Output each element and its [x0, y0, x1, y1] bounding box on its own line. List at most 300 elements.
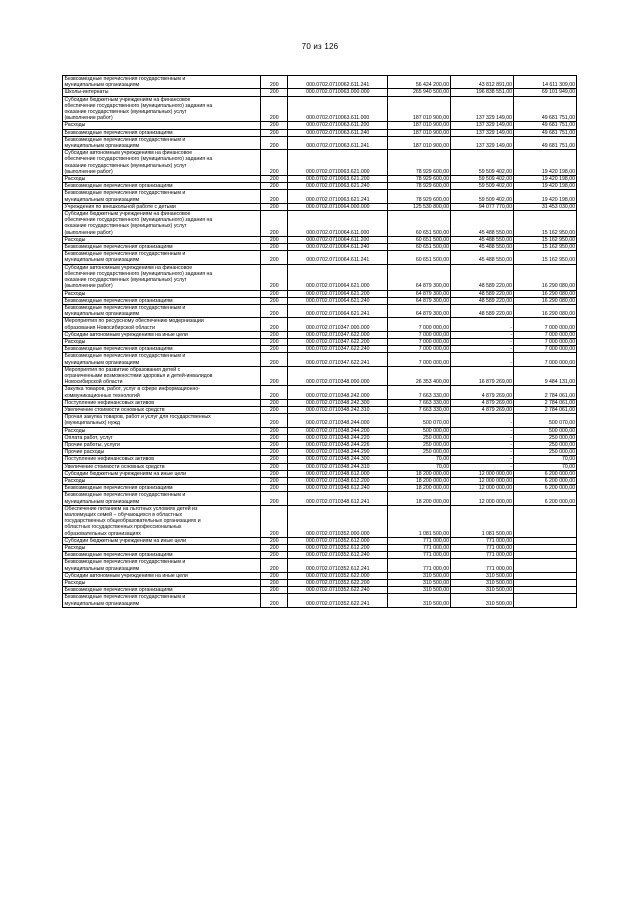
row-code-cell: 200 — [261, 399, 288, 406]
row-remaining-cell: 6 200 000,00 — [514, 470, 577, 477]
row-name-cell: Безвозмездные перечисления государственным и муниципальным организациям — [63, 353, 261, 366]
row-remaining-cell — [514, 552, 577, 559]
row-executed-cell: 771 000,00 — [451, 559, 514, 572]
row-name-cell: Учреждения по внешкольной работе с детьми — [63, 203, 261, 210]
row-code-cell: 200 — [261, 331, 288, 338]
row-executed-cell: - — [451, 331, 514, 338]
row-approved-cell: 771 000,00 — [388, 559, 451, 572]
row-name-cell: Школы-интернаты — [63, 89, 261, 96]
row-approved-cell: 771 000,00 — [388, 537, 451, 544]
row-name-cell: Субсидии бюджетным учреждениям на финансовое обеспечение государственного (муниципального) задания на оказание государственных (муниципальных) услуг (выполнение работ) — [63, 211, 261, 237]
row-executed-cell: 45 488 550,00 — [451, 251, 514, 264]
row-classification-cell: 000.0702.0710064.611.200 — [288, 236, 388, 243]
row-code-cell: 200 — [261, 129, 288, 136]
table-row — [63, 587, 577, 594]
row-name-cell: Безвозмездные перечисления организациям — [63, 346, 261, 353]
row-executed-cell: 48 589 220,00 — [451, 264, 514, 290]
row-code-cell: 200 — [261, 537, 288, 544]
row-approved-cell: 64 879 300,00 — [388, 264, 451, 290]
row-name-cell: Мероприятия по развитию образования детей с ограниченными возможностями здоровья и детей-инвалидов Новосибирской области — [63, 366, 261, 386]
row-approved-cell: 78 929 600,00 — [388, 176, 451, 183]
row-approved-cell: 771 000,00 — [388, 545, 451, 552]
row-executed-cell: 771 000,00 — [451, 537, 514, 544]
row-approved-cell: 1 081 500,00 — [388, 505, 451, 537]
row-approved-cell: 78 929 600,00 — [388, 150, 451, 176]
row-approved-cell: 18 200 000,00 — [388, 492, 451, 505]
row-name-cell: Расходы — [63, 545, 261, 552]
row-name-cell: Оплата работ, услуг — [63, 434, 261, 441]
row-executed-cell: 310 500,00 — [451, 580, 514, 587]
table-row — [63, 594, 577, 607]
table-row — [63, 463, 577, 470]
row-remaining-cell: 19 420 198,00 — [514, 150, 577, 176]
table-row — [63, 331, 577, 338]
row-name-cell: Безвозмездные перечисления государственным и муниципальным организациям — [63, 304, 261, 317]
row-code-cell: 200 — [261, 353, 288, 366]
row-remaining-cell: 16 290 080,00 — [514, 290, 577, 297]
row-code-cell: 200 — [261, 76, 288, 89]
row-approved-cell: 78 929 600,00 — [388, 190, 451, 203]
row-classification-cell: 000.0702.0710063.000.000 — [288, 89, 388, 96]
row-name-cell: Субсидии автономным учреждениям на иные цели — [63, 331, 261, 338]
row-approved-cell: 78 929 600,00 — [388, 183, 451, 190]
table-row — [63, 559, 577, 572]
row-executed-cell: 45 488 550,00 — [451, 244, 514, 251]
row-executed-cell: 94 077 770,00 — [451, 203, 514, 210]
row-code-cell: 200 — [261, 150, 288, 176]
table-row — [63, 318, 577, 331]
row-code-cell: 200 — [261, 176, 288, 183]
row-executed-cell: - — [451, 449, 514, 456]
row-code-cell: 200 — [261, 463, 288, 470]
row-code-cell: 200 — [261, 427, 288, 434]
row-remaining-cell — [514, 572, 577, 579]
row-remaining-cell: 6 200 000,00 — [514, 485, 577, 492]
row-name-cell: Расходы — [63, 290, 261, 297]
row-approved-cell: 125 530 800,00 — [388, 203, 451, 210]
row-remaining-cell: 70,00 — [514, 463, 577, 470]
row-approved-cell: 500 000,00 — [388, 427, 451, 434]
row-code-cell: 200 — [261, 580, 288, 587]
row-remaining-cell: 7 000 000,00 — [514, 331, 577, 338]
row-classification-cell: 000.0702.0710347.622.000 — [288, 331, 388, 338]
row-approved-cell: 7 000 000,00 — [388, 331, 451, 338]
row-remaining-cell — [514, 587, 577, 594]
row-name-cell: Безвозмездные перечисления государственным и муниципальным организациям — [63, 190, 261, 203]
table-row — [63, 492, 577, 505]
row-code-cell: 200 — [261, 572, 288, 579]
row-name-cell: Безвозмездные перечисления организациям — [63, 552, 261, 559]
row-approved-cell: 7 000 000,00 — [388, 353, 451, 366]
row-name-cell: Безвозмездные перечисления организациям — [63, 244, 261, 251]
table-row — [63, 386, 577, 399]
row-approved-cell: 18 200 000,00 — [388, 470, 451, 477]
row-code-cell: 200 — [261, 304, 288, 317]
row-remaining-cell — [514, 580, 577, 587]
row-name-cell: Безвозмездные перечисления государственным и муниципальным организациям — [63, 251, 261, 264]
row-classification-cell: 000.0702.0710348.244.290 — [288, 449, 388, 456]
row-remaining-cell: 7 000 000,00 — [514, 353, 577, 366]
row-approved-cell: 60 651 500,00 — [388, 236, 451, 243]
row-remaining-cell: 250 000,00 — [514, 441, 577, 448]
row-classification-cell: 000.0702.0710348.612.000 — [288, 470, 388, 477]
row-classification-cell: 000.0702.0710063.621.000 — [288, 150, 388, 176]
table-row — [63, 353, 577, 366]
row-code-cell: 200 — [261, 244, 288, 251]
row-approved-cell: 7 000 000,00 — [388, 346, 451, 353]
row-executed-cell: - — [451, 346, 514, 353]
row-executed-cell: 4 879 269,00 — [451, 406, 514, 413]
row-name-cell: Расходы — [63, 236, 261, 243]
row-executed-cell: - — [451, 318, 514, 331]
row-remaining-cell: 15 162 950,00 — [514, 236, 577, 243]
row-classification-cell: 000.0702.0710063.621.200 — [288, 176, 388, 183]
row-name-cell: Безвозмездные перечисления государственным и муниципальным организациям — [63, 492, 261, 505]
row-approved-cell: 500 070,00 — [388, 414, 451, 427]
row-executed-cell: 59 509 402,00 — [451, 190, 514, 203]
row-code-cell: 200 — [261, 594, 288, 607]
row-code-cell: 200 — [261, 406, 288, 413]
row-classification-cell: 000.0702.0710352.612.000 — [288, 537, 388, 544]
row-remaining-cell: 19 420 198,00 — [514, 176, 577, 183]
row-name-cell: Прочая закупка товаров, работ и услуг для государственных (муниципальных) нужд — [63, 414, 261, 427]
row-executed-cell: 1 081 500,00 — [451, 505, 514, 537]
row-classification-cell: 000.0702.0710063.611.200 — [288, 122, 388, 129]
row-name-cell: Расходы — [63, 427, 261, 434]
table-row — [63, 122, 577, 129]
row-classification-cell: 000.0702.0710352.622.240 — [288, 587, 388, 594]
row-executed-cell: - — [451, 338, 514, 345]
row-remaining-cell: 500 000,00 — [514, 427, 577, 434]
row-classification-cell: 000.0702.0710063.611.000 — [288, 96, 388, 122]
row-code-cell: 200 — [261, 290, 288, 297]
row-approved-cell: 60 651 500,00 — [388, 244, 451, 251]
row-remaining-cell: 250 000,00 — [514, 449, 577, 456]
row-code-cell: 200 — [261, 136, 288, 149]
row-classification-cell: 000.0702.0710348.244.200 — [288, 427, 388, 434]
row-remaining-cell: 14 611 309,00 — [514, 76, 577, 89]
row-approved-cell: 7 663 330,00 — [388, 399, 451, 406]
row-code-cell: 200 — [261, 96, 288, 122]
row-approved-cell: 265 940 500,00 — [388, 89, 451, 96]
row-remaining-cell: 70,00 — [514, 456, 577, 463]
table-row — [63, 304, 577, 317]
row-code-cell: 200 — [261, 559, 288, 572]
row-executed-cell: - — [451, 463, 514, 470]
row-remaining-cell: 49 681 751,00 — [514, 129, 577, 136]
table-row — [63, 129, 577, 136]
row-classification-cell: 000.0702.0710347.622.200 — [288, 338, 388, 345]
row-approved-cell: 250 000,00 — [388, 434, 451, 441]
row-name-cell: Прочие работы, услуги — [63, 441, 261, 448]
row-name-cell: Поступление нефинансовых активов — [63, 399, 261, 406]
table-row — [63, 297, 577, 304]
row-approved-cell: 250 000,00 — [388, 441, 451, 448]
table-row — [63, 190, 577, 203]
row-classification-cell: 000.0702.0710352.612.200 — [288, 545, 388, 552]
row-approved-cell: 187 010 900,00 — [388, 96, 451, 122]
row-executed-cell: 137 329 149,00 — [451, 136, 514, 149]
row-classification-cell: 000.0702.0710347.622.241 — [288, 353, 388, 366]
row-remaining-cell: 15 162 950,00 — [514, 244, 577, 251]
row-approved-cell: 7 000 000,00 — [388, 318, 451, 331]
row-name-cell: Безвозмездные перечисления организациям — [63, 183, 261, 190]
table-row — [63, 251, 577, 264]
row-name-cell: Поступление нефинансовых активов — [63, 456, 261, 463]
row-classification-cell: 000.0702.0710063.611.241 — [288, 136, 388, 149]
row-remaining-cell: 9 484 131,00 — [514, 366, 577, 386]
row-approved-cell: 771 000,00 — [388, 552, 451, 559]
row-approved-cell: 310 500,00 — [388, 572, 451, 579]
row-classification-cell: 000.0702.0710063.611.240 — [288, 129, 388, 136]
row-name-cell: Субсидии автономным учреждениям на финансовое обеспечение государственного (муниципального) задания на оказание государственных (муниципальных) услуг (выполнение работ) — [63, 150, 261, 176]
row-classification-cell: 000.0702.0710064.000.000 — [288, 203, 388, 210]
table-row — [63, 76, 577, 89]
row-approved-cell: 18 200 000,00 — [388, 485, 451, 492]
row-name-cell: Безвозмездные перечисления организациям — [63, 587, 261, 594]
row-executed-cell: 310 500,00 — [451, 572, 514, 579]
row-name-cell: Безвозмездные перечисления организациям — [63, 297, 261, 304]
row-code-cell: 200 — [261, 414, 288, 427]
row-classification-cell: 000.0702.0710348.244.226 — [288, 441, 388, 448]
table-row — [63, 441, 577, 448]
row-executed-cell: - — [451, 353, 514, 366]
row-classification-cell: 000.0702.0710063.621.240 — [288, 183, 388, 190]
row-remaining-cell: 2 784 061,00 — [514, 406, 577, 413]
row-name-cell: Субсидии автономным учреждениям на финансовое обеспечение государственного (муниципального) задания на оказание государственных (муниципальных) услуг (выполнение работ) — [63, 264, 261, 290]
table-row — [63, 545, 577, 552]
table-row — [63, 477, 577, 484]
row-executed-cell: 12 000 000,00 — [451, 470, 514, 477]
row-name-cell: Субсидии бюджетным учреждениям на финансовое обеспечение государственного (муниципального) задания на оказание государственных (муниципальных) услуг (выполнение работ) — [63, 96, 261, 122]
budget-execution-table — [62, 75, 577, 608]
row-name-cell: Безвозмездные перечисления государственным и муниципальным организациям — [63, 559, 261, 572]
row-classification-cell: 000.0702.0710348.242.300 — [288, 399, 388, 406]
row-name-cell: Субсидии бюджетным учреждениям на иные цели — [63, 537, 261, 544]
row-remaining-cell: 19 420 198,00 — [514, 183, 577, 190]
row-name-cell: Расходы — [63, 176, 261, 183]
table-row — [63, 264, 577, 290]
row-executed-cell: 137 329 149,00 — [451, 129, 514, 136]
row-classification-cell: 000.0702.0710064.611.241 — [288, 251, 388, 264]
row-classification-cell: 000.0702.0710348.244.300 — [288, 456, 388, 463]
table-row — [63, 203, 577, 210]
row-classification-cell: 000.0702.0710348.244.310 — [288, 463, 388, 470]
row-name-cell: Безвозмездные перечисления государственным и муниципальным организациям — [63, 594, 261, 607]
row-executed-cell: 59 509 402,00 — [451, 183, 514, 190]
row-executed-cell: 12 000 000,00 — [451, 477, 514, 484]
row-classification-cell: 000.0702.0710062.611.241 — [288, 76, 388, 89]
row-classification-cell: 000.0702.0710352.000.000 — [288, 505, 388, 537]
row-approved-cell: 70,00 — [388, 463, 451, 470]
row-remaining-cell: 16 290 080,00 — [514, 304, 577, 317]
table-row — [63, 572, 577, 579]
row-code-cell: 200 — [261, 470, 288, 477]
row-code-cell: 200 — [261, 183, 288, 190]
row-classification-cell: 000.0702.0710352.612.241 — [288, 559, 388, 572]
table-row — [63, 580, 577, 587]
row-approved-cell: 64 879 300,00 — [388, 304, 451, 317]
row-code-cell: 200 — [261, 434, 288, 441]
row-approved-cell: 7 663 330,00 — [388, 406, 451, 413]
table-row — [63, 427, 577, 434]
row-classification-cell: 000.0702.0710064.621.240 — [288, 297, 388, 304]
row-remaining-cell: 250 000,00 — [514, 434, 577, 441]
row-classification-cell: 000.0702.0710064.611.000 — [288, 211, 388, 237]
table-row — [63, 244, 577, 251]
row-code-cell: 200 — [261, 366, 288, 386]
row-code-cell: 200 — [261, 203, 288, 210]
row-executed-cell: 771 000,00 — [451, 552, 514, 559]
page-number-header: 70 из 126 — [301, 42, 339, 51]
row-code-cell: 200 — [261, 386, 288, 399]
table-row — [63, 537, 577, 544]
table-row — [63, 150, 577, 176]
row-name-cell: Закупка товаров, работ, услуг в сфере информационно- коммуникационных технологий — [63, 386, 261, 399]
row-name-cell: Расходы — [63, 122, 261, 129]
row-name-cell: Расходы — [63, 477, 261, 484]
row-code-cell: 200 — [261, 477, 288, 484]
row-code-cell: 200 — [261, 251, 288, 264]
row-executed-cell: 137 329 149,00 — [451, 96, 514, 122]
row-remaining-cell: 49 681 751,00 — [514, 96, 577, 122]
table-row — [63, 211, 577, 237]
row-remaining-cell — [514, 537, 577, 544]
row-executed-cell: - — [451, 427, 514, 434]
row-name-cell: Субсидии автономным учреждениям на иные цели — [63, 572, 261, 579]
row-code-cell: 200 — [261, 505, 288, 537]
row-name-cell: Увеличение стоимости основных средств — [63, 463, 261, 470]
table-row — [63, 96, 577, 122]
row-approved-cell: 64 879 300,00 — [388, 297, 451, 304]
table-row — [63, 346, 577, 353]
row-approved-cell: 7 000 000,00 — [388, 338, 451, 345]
row-remaining-cell: 6 200 000,00 — [514, 492, 577, 505]
row-code-cell: 200 — [261, 492, 288, 505]
table-row — [63, 236, 577, 243]
row-approved-cell: 64 879 300,00 — [388, 290, 451, 297]
table-row — [63, 505, 577, 537]
row-name-cell: Обеспечение питанием на льготных условиях детей из малоимущих семей – обучающихся в областных государственных общеобразовательных организациях и областных государственных профессиональных образовательных организациях — [63, 505, 261, 537]
row-approved-cell: 310 500,00 — [388, 594, 451, 607]
row-code-cell: 200 — [261, 190, 288, 203]
row-executed-cell: 48 589 220,00 — [451, 297, 514, 304]
row-remaining-cell: 69 101 949,00 — [514, 89, 577, 96]
row-code-cell: 200 — [261, 338, 288, 345]
row-classification-cell: 000.0702.0710064.611.240 — [288, 244, 388, 251]
row-classification-cell: 000.0702.0710348.000.000 — [288, 366, 388, 386]
row-executed-cell: 12 000 000,00 — [451, 492, 514, 505]
row-classification-cell: 000.0702.0710348.612.200 — [288, 477, 388, 484]
row-executed-cell: 137 329 149,00 — [451, 122, 514, 129]
row-name-cell: Безвозмездные перечисления организациям — [63, 129, 261, 136]
row-code-cell: 200 — [261, 485, 288, 492]
row-remaining-cell: 16 290 080,00 — [514, 264, 577, 290]
row-executed-cell: - — [451, 441, 514, 448]
row-name-cell: Безвозмездные перечисления государственным и муниципальным организациям — [63, 136, 261, 149]
row-approved-cell: 7 663 330,00 — [388, 386, 451, 399]
row-remaining-cell: 15 162 950,00 — [514, 251, 577, 264]
table-row — [63, 449, 577, 456]
row-approved-cell: 60 651 500,00 — [388, 251, 451, 264]
row-classification-cell: 000.0702.0710352.622.000 — [288, 572, 388, 579]
row-code-cell: 200 — [261, 545, 288, 552]
row-remaining-cell: 15 162 950,00 — [514, 211, 577, 237]
row-approved-cell: 56 424 200,00 — [388, 76, 451, 89]
row-executed-cell: - — [451, 456, 514, 463]
row-executed-cell: 48 589 220,00 — [451, 290, 514, 297]
row-approved-cell: 18 200 000,00 — [388, 477, 451, 484]
row-classification-cell: 000.0702.0710064.621.200 — [288, 290, 388, 297]
row-classification-cell: 000.0702.0710063.621.241 — [288, 190, 388, 203]
row-remaining-cell: 49 681 751,00 — [514, 122, 577, 129]
row-name-cell: Расходы — [63, 338, 261, 345]
row-executed-cell: 771 000,00 — [451, 545, 514, 552]
row-executed-cell: - — [451, 414, 514, 427]
row-name-cell: Безвозмездные перечисления государственным и муниципальным организациям — [63, 76, 261, 89]
row-executed-cell: - — [451, 434, 514, 441]
row-executed-cell: 16 879 269,00 — [451, 366, 514, 386]
row-remaining-cell — [514, 559, 577, 572]
row-classification-cell: 000.0702.0710064.621.000 — [288, 264, 388, 290]
row-name-cell: Безвозмездные перечисления организациям — [63, 485, 261, 492]
row-classification-cell: 000.0702.0710347.000.000 — [288, 318, 388, 331]
row-executed-cell: 4 879 269,00 — [451, 386, 514, 399]
row-executed-cell: 310 500,00 — [451, 594, 514, 607]
row-classification-cell: 000.0702.0710348.242.000 — [288, 386, 388, 399]
row-approved-cell: 70,00 — [388, 456, 451, 463]
row-executed-cell: 4 879 269,00 — [451, 399, 514, 406]
table-row — [63, 485, 577, 492]
row-remaining-cell — [514, 505, 577, 537]
row-code-cell: 200 — [261, 297, 288, 304]
table-row — [63, 406, 577, 413]
row-code-cell: 200 — [261, 211, 288, 237]
row-classification-cell: 000.0702.0710348.612.241 — [288, 492, 388, 505]
row-code-cell: 200 — [261, 449, 288, 456]
table-row — [63, 456, 577, 463]
row-remaining-cell: 16 290 080,00 — [514, 297, 577, 304]
row-code-cell: 200 — [261, 587, 288, 594]
table-row — [63, 183, 577, 190]
table-row — [63, 176, 577, 183]
row-code-cell: 200 — [261, 441, 288, 448]
row-executed-cell: 43 812 891,00 — [451, 76, 514, 89]
row-code-cell: 200 — [261, 89, 288, 96]
row-remaining-cell: 49 681 751,00 — [514, 136, 577, 149]
row-approved-cell: 187 010 900,00 — [388, 122, 451, 129]
row-remaining-cell: 31 453 030,00 — [514, 203, 577, 210]
row-code-cell: 200 — [261, 456, 288, 463]
row-classification-cell: 000.0702.0710352.612.240 — [288, 552, 388, 559]
row-classification-cell: 000.0702.0710347.622.240 — [288, 346, 388, 353]
table-row — [63, 136, 577, 149]
row-executed-cell: 45 488 550,00 — [451, 236, 514, 243]
row-remaining-cell: 500 070,00 — [514, 414, 577, 427]
row-executed-cell: 45 488 550,00 — [451, 211, 514, 237]
row-classification-cell: 000.0702.0710348.244.220 — [288, 434, 388, 441]
row-executed-cell: 59 509 402,00 — [451, 176, 514, 183]
row-executed-cell: 48 589 220,00 — [451, 304, 514, 317]
row-approved-cell: 26 353 400,00 — [388, 366, 451, 386]
row-remaining-cell: 7 000 000,00 — [514, 338, 577, 345]
row-name-cell: Расходы — [63, 580, 261, 587]
row-approved-cell: 187 010 900,00 — [388, 129, 451, 136]
row-remaining-cell — [514, 545, 577, 552]
row-remaining-cell — [514, 594, 577, 607]
row-code-cell: 200 — [261, 236, 288, 243]
row-remaining-cell: 7 000 000,00 — [514, 346, 577, 353]
